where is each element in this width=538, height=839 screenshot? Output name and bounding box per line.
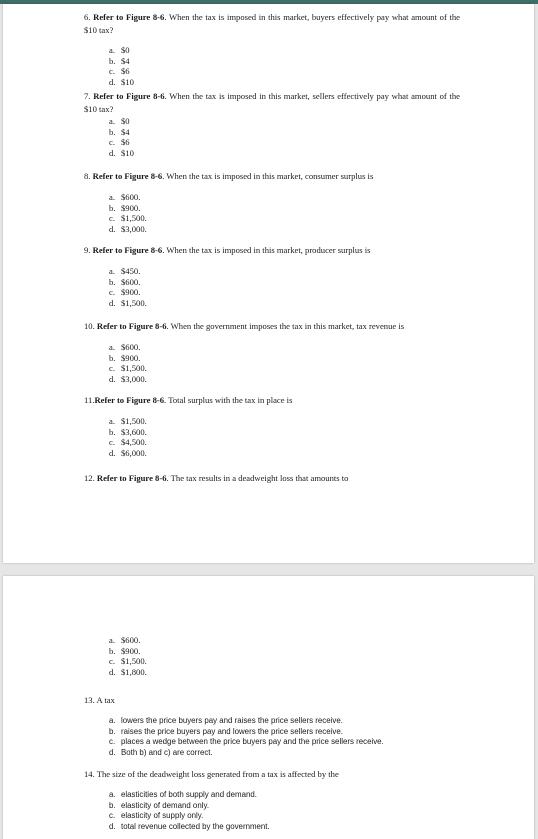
options-11	[109, 416, 147, 458]
option-d: d. $10	[109, 76, 134, 87]
option-a: a. $600.	[109, 635, 141, 645]
question-8	[84, 170, 460, 183]
figure-reference: Refer to Figure 8-6	[92, 245, 163, 255]
question-text: . When the tax is imposed in this market, buyers effectively pay what amount of the $10 tax?	[84, 12, 460, 35]
option-d: d. Both b) and c) are correct.	[109, 747, 213, 757]
option-b: b. $3,600.	[109, 426, 147, 437]
question-11	[84, 394, 460, 407]
option-b: b. raises the price buyers pay and lowers the price sellers receive.	[109, 726, 343, 736]
document-page-1	[3, 4, 534, 563]
question-text: A tax	[96, 695, 115, 705]
option-b: b. $4	[109, 126, 130, 137]
option-b: b. elasticity of demand only.	[109, 800, 210, 810]
option-d: d. $3,000.	[109, 373, 147, 384]
question-9	[84, 244, 460, 257]
options-7	[109, 116, 134, 158]
options-14	[109, 790, 270, 832]
option-c: c. $6	[109, 66, 130, 77]
option-b: b. $900.	[109, 352, 141, 363]
question-number: 9.	[84, 245, 91, 255]
question-10	[84, 320, 460, 333]
question-14	[84, 768, 460, 781]
option-c: c. $4,500.	[109, 437, 147, 448]
question-number: 12.	[84, 473, 95, 483]
question-text: . When the tax is imposed in this market, consumer surplus is	[162, 171, 374, 181]
option-d: d. $1,800.	[109, 666, 147, 677]
option-a: a. lowers the price buyers pay and raises the price sellers receive.	[109, 716, 343, 725]
question-number: 13.	[84, 695, 95, 705]
option-c: c. $1,500.	[109, 363, 147, 374]
question-6	[84, 11, 460, 37]
option-c: c. $900.	[109, 287, 141, 298]
option-c: c. places a wedge between the price buyers pay and the price sellers receive.	[109, 737, 384, 747]
question-number: 10.	[84, 321, 95, 331]
option-b: b. $900.	[109, 202, 141, 213]
option-c: c. $6	[109, 137, 130, 148]
option-d: d. total revenue collected by the government.	[109, 821, 270, 831]
option-d: d. $10	[109, 147, 134, 158]
document-page-2	[3, 576, 534, 839]
option-a: a. $0	[109, 116, 130, 126]
question-text: . When the tax is imposed in this market, producer surplus is	[162, 245, 371, 255]
figure-reference: Refer to Figure 8-6	[96, 321, 167, 331]
option-c: c. elasticity of supply only.	[109, 811, 204, 821]
question-number: 7.	[84, 91, 91, 101]
option-a: a. $450.	[109, 266, 141, 276]
option-b: b. $600.	[109, 276, 141, 287]
question-text: . The tax results in a deadweight loss that amounts to	[166, 473, 349, 483]
options-6	[109, 45, 134, 87]
options-10	[109, 342, 147, 384]
figure-reference: Refer to Figure 8-6	[94, 395, 165, 405]
figure-reference: Refer to Figure 8-6	[96, 473, 167, 483]
question-text: The size of the deadweight loss generated from a tax is affected by the	[96, 769, 339, 779]
option-a: a. elasticities of both supply and demand.	[109, 790, 257, 799]
option-a: a. $600.	[109, 192, 141, 202]
option-d: d. $6,000.	[109, 447, 147, 458]
question-number: 8.	[84, 171, 91, 181]
question-text: . Total surplus with the tax in place is	[164, 395, 293, 405]
option-a: a. $0	[109, 45, 130, 55]
option-c: c. $1,500.	[109, 213, 147, 224]
option-a: a. $600.	[109, 342, 141, 352]
option-d: d. $1,500.	[109, 297, 147, 308]
figure-reference: Refer to Figure 8-6	[92, 171, 163, 181]
question-text: . When the government imposes the tax in this market, tax revenue is	[166, 321, 405, 331]
question-number: 14.	[84, 769, 95, 779]
question-13	[84, 694, 460, 707]
question-text: . When the tax is imposed in this market, sellers effectively pay what amount of the $10 tax?	[84, 91, 460, 114]
option-b: b. $4	[109, 55, 130, 66]
option-c: c. $1,500.	[109, 656, 147, 667]
option-d: d. $3,000.	[109, 223, 147, 234]
question-7	[84, 90, 460, 116]
option-a: a. $1,500.	[109, 416, 147, 426]
option-b: b. $900.	[109, 645, 141, 656]
figure-reference: Refer to Figure 8-6	[93, 12, 165, 22]
question-12	[84, 472, 460, 485]
question-number: 11.	[84, 395, 95, 405]
options-9	[109, 266, 147, 308]
options-12	[109, 635, 147, 677]
options-13	[109, 716, 384, 758]
options-8	[109, 192, 147, 234]
figure-reference: Refer to Figure 8-6	[93, 91, 165, 101]
question-number: 6.	[84, 12, 91, 22]
